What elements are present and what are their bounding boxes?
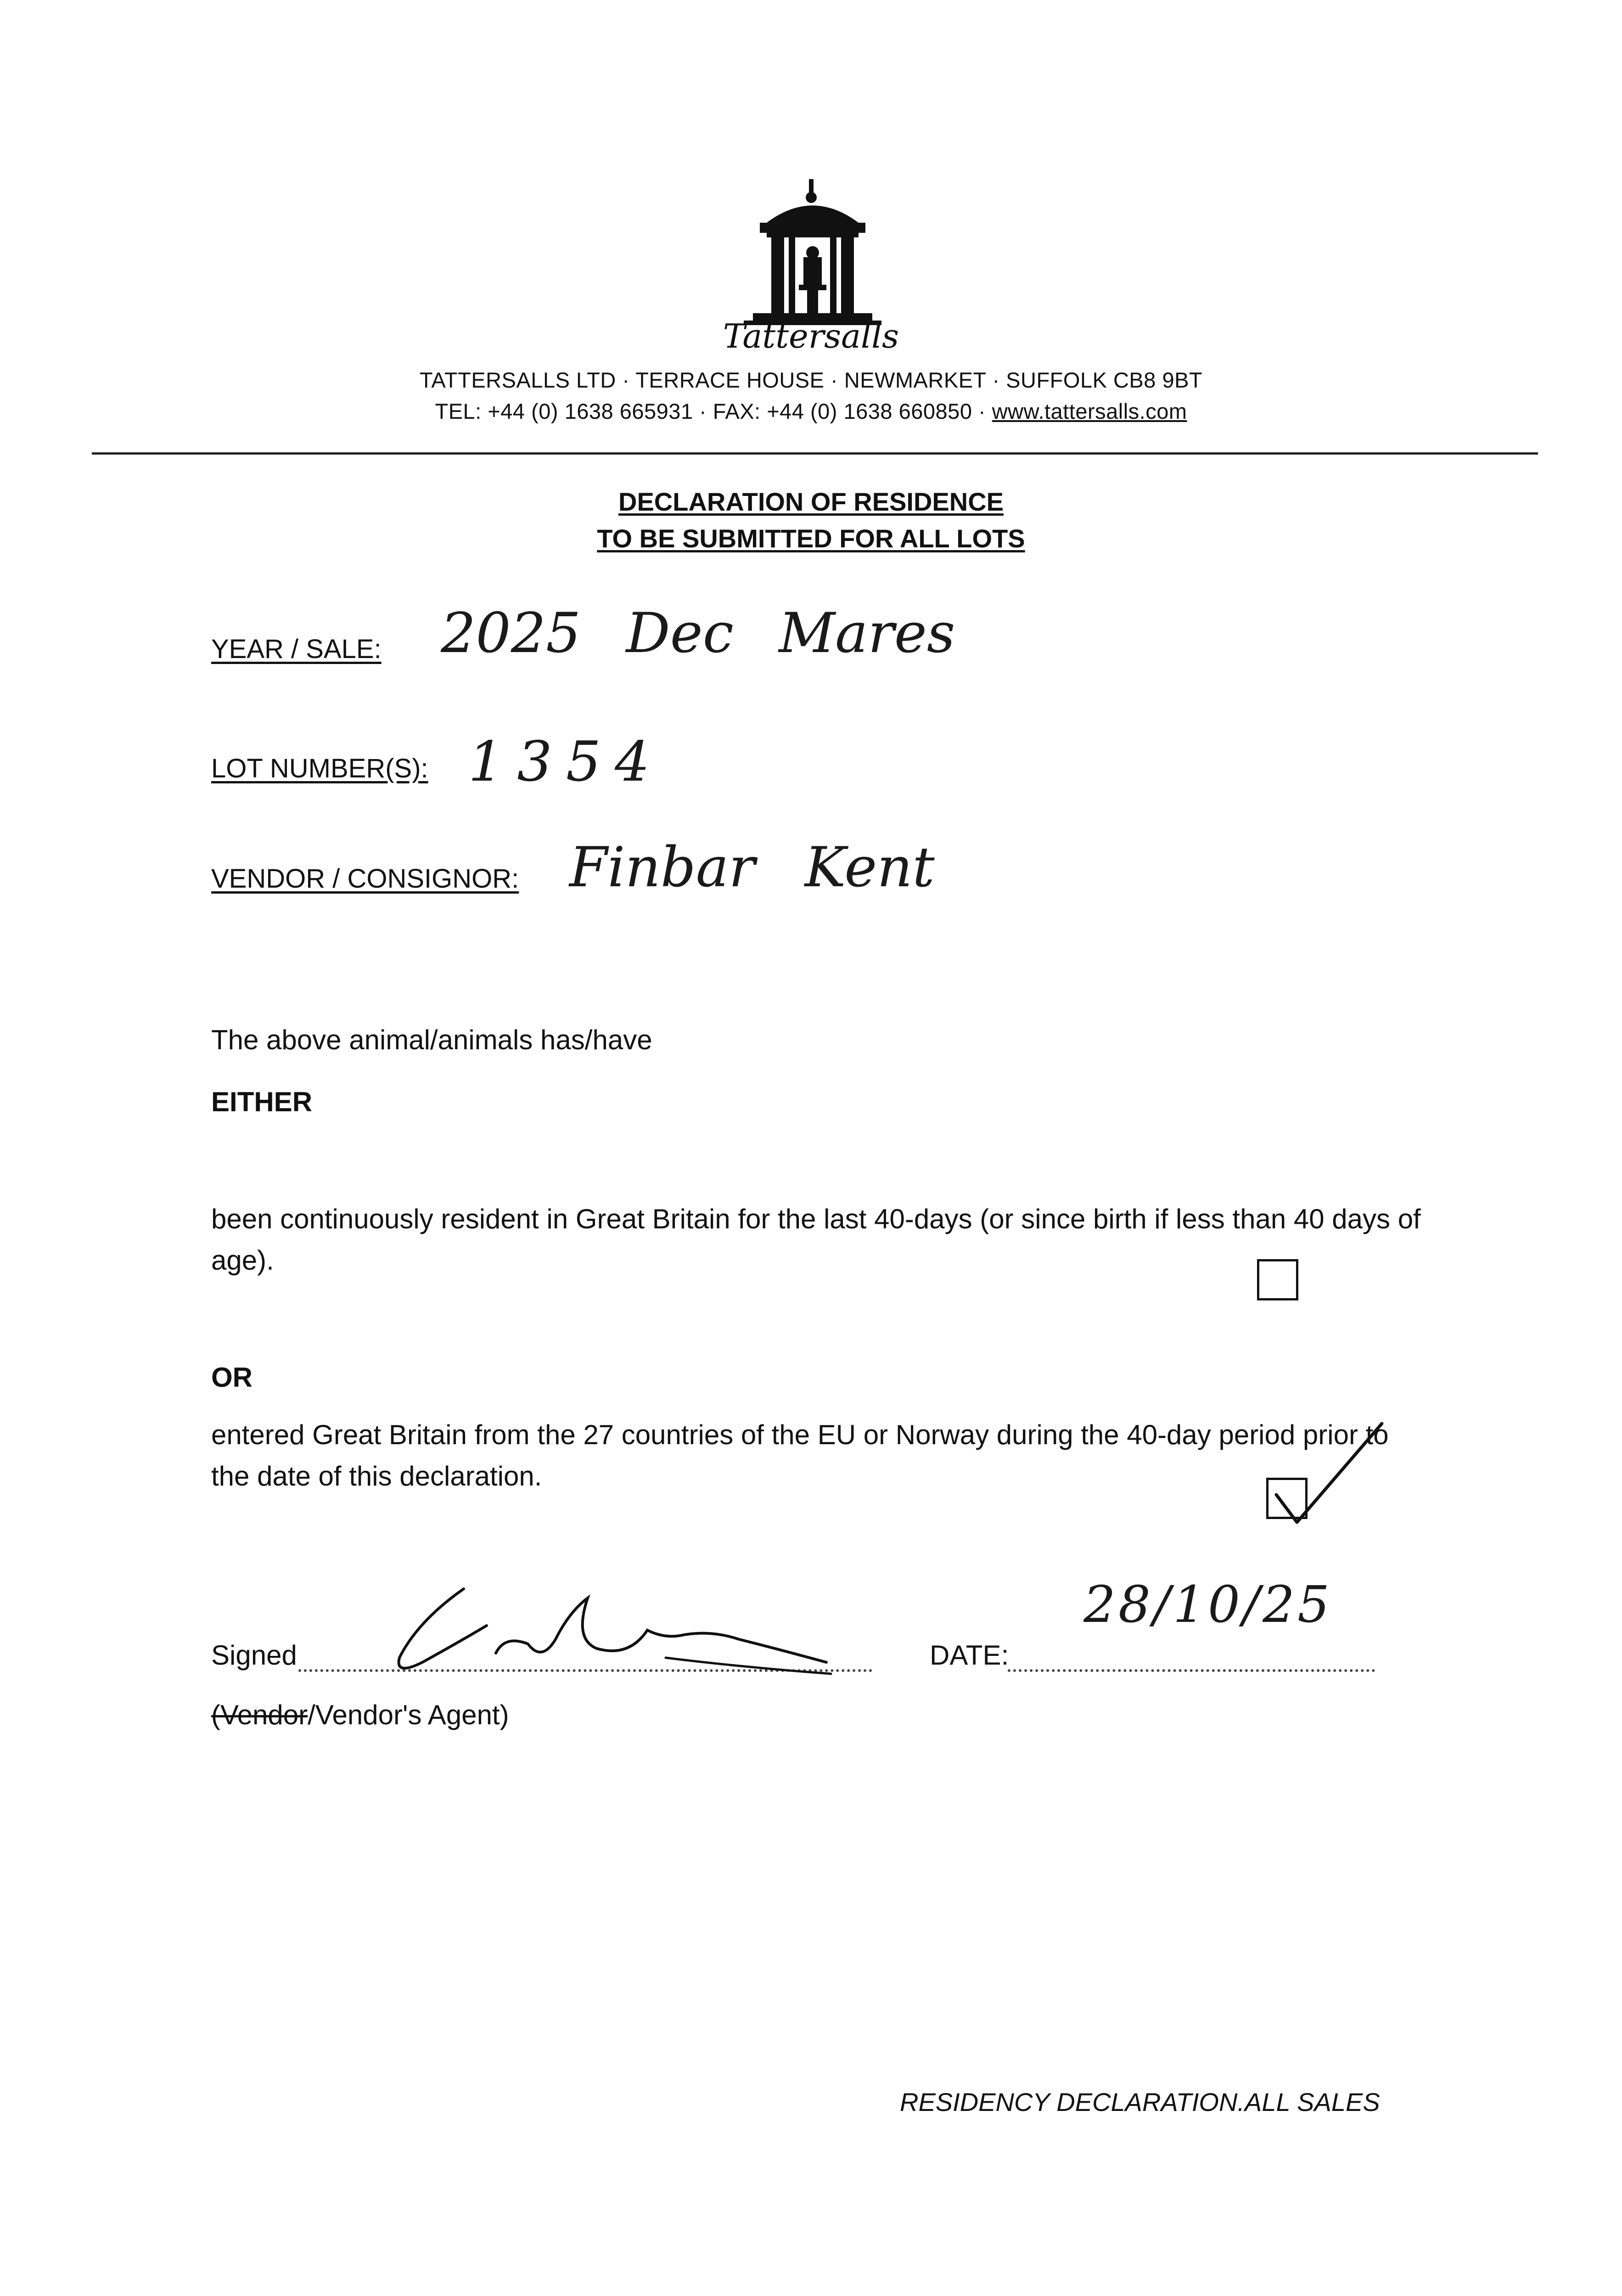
year-sale-label: YEAR / SALE: bbox=[211, 634, 382, 664]
header-divider bbox=[92, 452, 1538, 455]
date-label: DATE: bbox=[930, 1640, 1009, 1671]
intro-text: The above animal/animals has/have bbox=[211, 1024, 652, 1055]
year-sale-value[interactable]: 2025 Dec Mares bbox=[441, 602, 955, 665]
date-value[interactable]: 28/10/25 bbox=[1083, 1575, 1333, 1634]
option-2-text: entered Great Britain from the 27 countries of the EU or Norway during the 40-day period prior to the date of this declaration. bbox=[211, 1419, 1389, 1491]
brand-name: Tattersalls bbox=[723, 317, 899, 355]
tel-fax: TEL: +44 (0) 1638 665931 · FAX: +44 (0) 1638 660850 · bbox=[435, 399, 992, 423]
option-1-checkbox[interactable] bbox=[1257, 1259, 1298, 1300]
signature-scribble-icon[interactable] bbox=[390, 1570, 840, 1681]
lot-number-label: LOT NUMBER(S): bbox=[211, 754, 428, 783]
role-struck-vendor: (Vendor bbox=[211, 1699, 308, 1730]
or-heading: OR bbox=[211, 1362, 253, 1393]
option-1-text: been continuously resident in Great Britain for the last 40-days (or since birth if less than 40 days of age). bbox=[211, 1204, 1421, 1276]
date-line bbox=[1008, 1642, 1375, 1672]
signed-label: Signed bbox=[211, 1640, 297, 1671]
company-address: TATTERSALLS LTD · TERRACE HOUSE · NEWMARKET · SUFFOLK CB8 9BT bbox=[419, 368, 1203, 392]
website-link[interactable]: www.tattersalls.com bbox=[992, 399, 1187, 423]
lot-number-value[interactable]: 1354 bbox=[468, 730, 664, 794]
contact-line bbox=[0, 399, 1622, 424]
vendor-consignor-value[interactable]: Finbar Kent bbox=[569, 836, 935, 900]
document-subtitle: TO BE SUBMITTED FOR ALL LOTS bbox=[597, 524, 1025, 553]
document-title: DECLARATION OF RESIDENCE bbox=[618, 487, 1004, 516]
checkmark-icon bbox=[1258, 1419, 1386, 1529]
signatory-role bbox=[211, 1699, 509, 1731]
tattersalls-logo-icon bbox=[739, 179, 886, 331]
either-heading: EITHER bbox=[211, 1086, 313, 1117]
footer-reference: RESIDENCY DECLARATION.ALL SALES bbox=[900, 2088, 1380, 2116]
role-vendor-agent: /Vendor's Agent) bbox=[308, 1699, 509, 1730]
vendor-consignor-label: VENDOR / CONSIGNOR: bbox=[211, 864, 519, 894]
